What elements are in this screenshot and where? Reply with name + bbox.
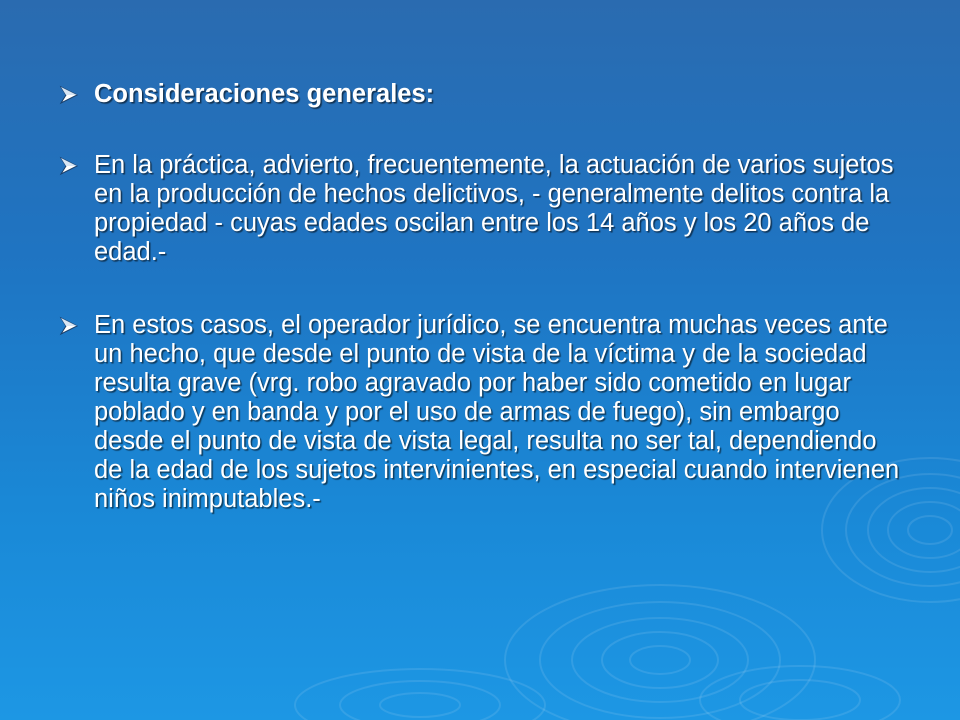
arrow-bullet-icon (58, 156, 80, 176)
bullet-text: En la práctica, advierto, frecuentemente, la actuación de varios sujetos en la producción de hechos delictivos, - generalmente delitos contra la propiedad - cuyas edades oscilan entre los 14 años y los 20 años de edad.- (94, 151, 894, 266)
bullet-list (58, 80, 908, 558)
bullet-text: En estos casos, el operador jurídico, se encuentra muchas veces ante un hecho, que desde el punto de vista de la víctima y de la sociedad resulta grave (vrg. robo agravado por haber sido cometido en lugar poblado y en banda y por el uso de armas de fuego), sin embargo desde el punto de vista de vista legal, resulta no ser tal, dependiendo de la edad de los sujetos intervinientes, en especial cuando intervienen niños inimputables.- (94, 311, 900, 513)
bullet-item (58, 311, 908, 514)
bullet-text: Consideraciones generales: (94, 80, 435, 108)
arrow-bullet-icon (58, 316, 80, 336)
bullet-item (58, 151, 908, 267)
arrow-bullet-icon (58, 85, 80, 105)
bullet-item-heading (58, 80, 908, 109)
